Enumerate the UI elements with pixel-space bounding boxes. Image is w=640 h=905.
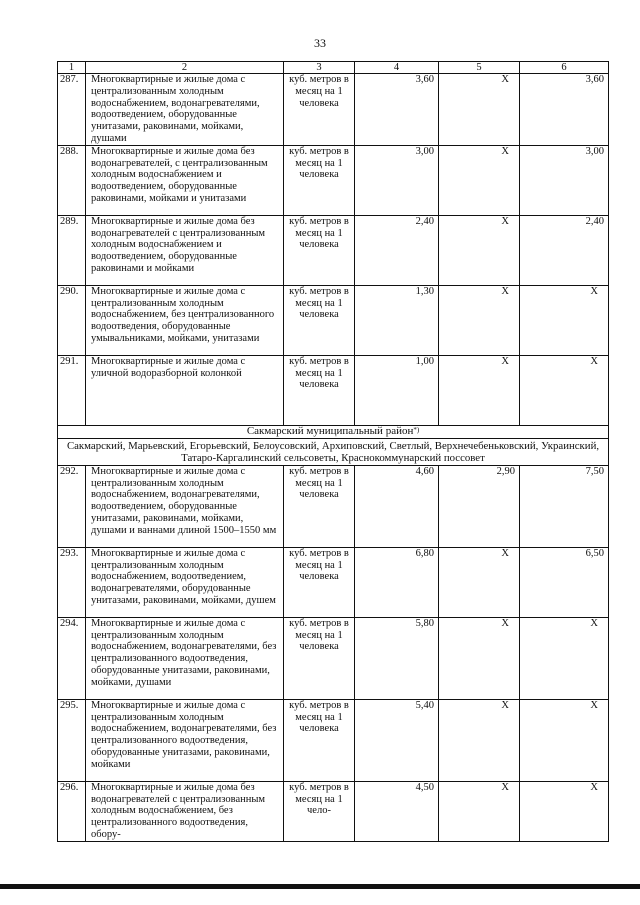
region-title bbox=[58, 425, 609, 438]
row-unit: куб. метров в месяц на 1 человека bbox=[284, 285, 355, 355]
page-number: 33 bbox=[314, 36, 326, 50]
row-number: 290. bbox=[58, 285, 86, 355]
councils-list: Сакмарский, Марьевский, Егорьевский, Белоусовский, Архиповский, Светлый, Верхнечебеньковский, Украинский, Татаро-Каргалинский сельсоветы, Краснокоммунарский поссовет bbox=[58, 438, 609, 465]
footnote-mark: *) bbox=[413, 425, 420, 434]
row-value-4: 3,00 bbox=[355, 145, 439, 215]
row-value-5: X bbox=[439, 355, 520, 425]
row-number: 289. bbox=[58, 215, 86, 285]
row-description: Многоквартирные и жилые дома с централизованным холодным водоснабжением, водонагревателями, водоотведением, оборудованные унитазами, раковинами, мойками, душами и ваннами длиной 1500–1550 мм bbox=[86, 465, 284, 547]
table-row bbox=[58, 285, 609, 355]
row-unit: куб. метров в месяц на 1 человека bbox=[284, 355, 355, 425]
row-unit: куб. метров в месяц на 1 человека bbox=[284, 465, 355, 547]
row-number: 292. bbox=[58, 465, 86, 547]
row-value-6: 6,50 bbox=[520, 547, 609, 617]
table-row bbox=[58, 215, 609, 285]
row-description: Многоквартирные и жилые дома без водонагревателей с централизованным холодным водоснабжением, без централизованного водоотведения, обору- bbox=[86, 781, 284, 841]
row-value-5: X bbox=[439, 285, 520, 355]
col-header-4: 4 bbox=[355, 62, 439, 74]
row-value-5: X bbox=[439, 215, 520, 285]
row-value-6: X bbox=[520, 781, 609, 841]
row-value-6: X bbox=[520, 617, 609, 699]
row-value-5: X bbox=[439, 699, 520, 781]
table-row bbox=[58, 547, 609, 617]
row-value-4: 6,80 bbox=[355, 547, 439, 617]
table-row bbox=[58, 617, 609, 699]
row-value-5: 2,90 bbox=[439, 465, 520, 547]
row-value-6: X bbox=[520, 355, 609, 425]
row-unit: куб. метров в месяц на 1 человека bbox=[284, 215, 355, 285]
row-value-4: 1,30 bbox=[355, 285, 439, 355]
bottom-rule bbox=[0, 884, 640, 889]
row-value-4: 4,50 bbox=[355, 781, 439, 841]
row-description: Многоквартирные и жилые дома с централизованным холодным водоснабжением, водонагревателями, без централизованного водоотведения, оборудованные унитазами, раковинами, мойками bbox=[86, 699, 284, 781]
row-value-5: X bbox=[439, 145, 520, 215]
row-value-5: X bbox=[439, 547, 520, 617]
table-row bbox=[58, 145, 609, 215]
row-unit: куб. метров в месяц на 1 человека bbox=[284, 145, 355, 215]
column-header-row bbox=[58, 62, 609, 74]
row-number: 295. bbox=[58, 699, 86, 781]
table-row bbox=[58, 781, 609, 841]
table-row bbox=[58, 355, 609, 425]
row-value-6: 7,50 bbox=[520, 465, 609, 547]
row-value-5: X bbox=[439, 781, 520, 841]
row-value-4: 4,60 bbox=[355, 465, 439, 547]
col-header-2: 2 bbox=[86, 62, 284, 74]
row-value-5: X bbox=[439, 617, 520, 699]
row-description: Многоквартирные и жилые дома с централизованным холодным водоснабжением, водонагревателями, без централизованного водоотведения, оборудованные унитазами, раковинами, мойками, душами bbox=[86, 617, 284, 699]
table-row bbox=[58, 74, 609, 146]
councils-row bbox=[58, 438, 609, 465]
row-number: 291. bbox=[58, 355, 86, 425]
row-description: Многоквартирные и жилые дома без водонагревателей, с централизованным холодным водоснабжением и водоотведением, оборудованные раковинами, мойками и унитазами bbox=[86, 145, 284, 215]
region-header-row bbox=[58, 425, 609, 438]
row-number: 296. bbox=[58, 781, 86, 841]
row-number: 294. bbox=[58, 617, 86, 699]
row-description: Многоквартирные и жилые дома с централизованным холодным водоснабжением, водонагревателями, водоотведением, оборудованные унитазами, раковинами, мойками, душами bbox=[86, 74, 284, 146]
row-number: 288. bbox=[58, 145, 86, 215]
table-row bbox=[58, 465, 609, 547]
row-description: Многоквартирные и жилые дома с централизованным холодным водоснабжением, водоотведением, водонагревателями, оборудованные унитазами, раковинами, мойками, душем bbox=[86, 547, 284, 617]
row-unit: куб. метров в месяц на 1 человека bbox=[284, 547, 355, 617]
row-unit: куб. метров в месяц на 1 человека bbox=[284, 699, 355, 781]
row-description: Многоквартирные и жилые дома без водонагревателей с централизованным холодным водоснабжением и водоотведением, оборудованные раковинами и мойками bbox=[86, 215, 284, 285]
row-value-6: 2,40 bbox=[520, 215, 609, 285]
row-unit: куб. метров в месяц на 1 человека bbox=[284, 74, 355, 146]
row-value-6: X bbox=[520, 285, 609, 355]
row-value-6: 3,60 bbox=[520, 74, 609, 146]
row-number: 287. bbox=[58, 74, 86, 146]
row-description: Многоквартирные и жилые дома с централизованным холодным водоснабжением, без централизованного водоотведения, оборудованные умывальниками, мойками, унитазами bbox=[86, 285, 284, 355]
col-header-5: 5 bbox=[439, 62, 520, 74]
row-number: 293. bbox=[58, 547, 86, 617]
row-description: Многоквартирные и жилые дома с уличной водоразборной колонкой bbox=[86, 355, 284, 425]
row-unit: куб. метров в месяц на 1 человека bbox=[284, 617, 355, 699]
water-norms-table bbox=[57, 61, 609, 842]
row-value-6: 3,00 bbox=[520, 145, 609, 215]
row-value-4: 3,60 bbox=[355, 74, 439, 146]
col-header-6: 6 bbox=[520, 62, 609, 74]
row-unit: куб. метров в месяц на 1 чело- bbox=[284, 781, 355, 841]
table-row bbox=[58, 699, 609, 781]
row-value-4: 5,40 bbox=[355, 699, 439, 781]
row-value-4: 2,40 bbox=[355, 215, 439, 285]
row-value-4: 1,00 bbox=[355, 355, 439, 425]
region-name: Сакмарский муниципальный район bbox=[246, 425, 414, 437]
row-value-6: X bbox=[520, 699, 609, 781]
col-header-3: 3 bbox=[284, 62, 355, 74]
col-header-1: 1 bbox=[58, 62, 86, 74]
row-value-4: 5,80 bbox=[355, 617, 439, 699]
row-value-5: X bbox=[439, 74, 520, 146]
